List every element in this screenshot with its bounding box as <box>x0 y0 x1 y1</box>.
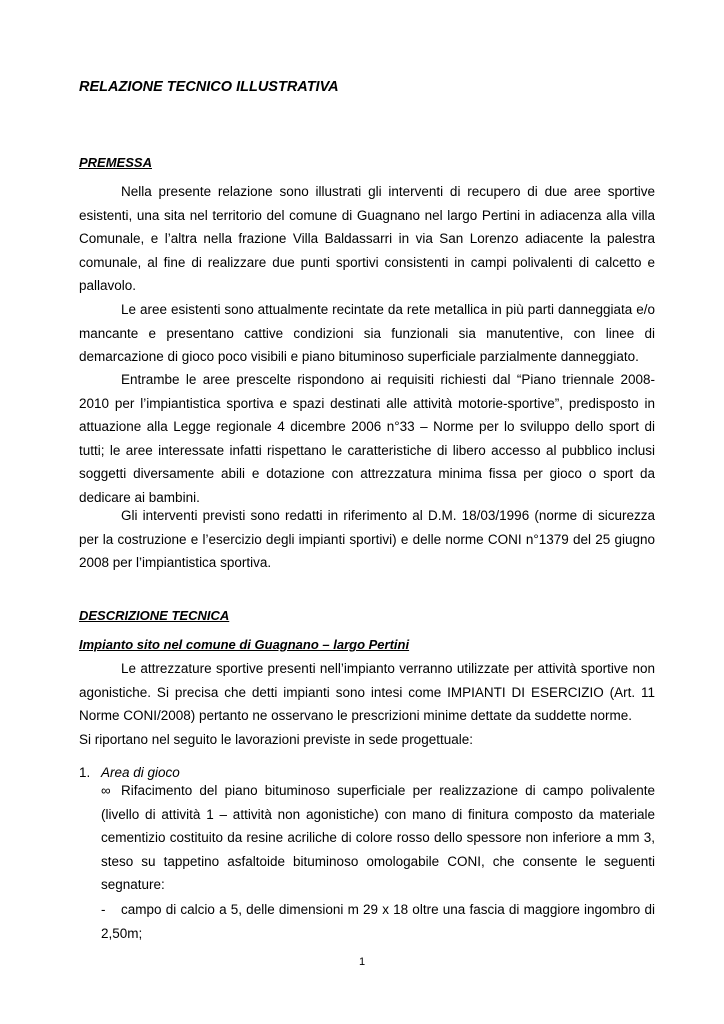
dash-item <box>101 898 655 945</box>
descrizione-paragraph-1: Le attrezzature sportive presenti nell’impianto verranno utilizzate per attività sportive non agonistiche. Si precisa che detti impianti sono intesi come IMPIANTI DI ESERCIZIO (Art. 11 Norme CONI/2008) pertanto ne osservano le prescrizioni minime dettate da suddette norme. <box>79 661 655 724</box>
bullet-text: Rifacimento del piano bituminoso superficiale per realizzazione di campo polivalente (livello di attività 1 – attività non agonistiche) con mano di finitura composto da materiale cementizio costituito da resine acriliche di colore rosso dello spessore non inferiore a mm 3, steso su tappetino asfaltoide bituminoso omologabile CONI, che consente le seguenti segnature: <box>101 783 655 893</box>
dash-text: campo di calcio a 5, delle dimensioni m 29 x 18 oltre una fascia di maggiore ingombro di 2,50m; <box>101 902 655 941</box>
descrizione-paragraph-2: Si riportano nel seguito le lavorazioni previste in sede progettuale: <box>79 732 473 747</box>
premessa-heading: PREMESSA <box>79 155 152 170</box>
document-title: RELAZIONE TECNICO ILLUSTRATIVA <box>79 79 339 95</box>
premessa-paragraph-2: Le aree esistenti sono attualmente recintate da rete metallica in più parti danneggiata e/o mancante e presentano cattive condizioni sia funzionali sia manutentive, con linee di demarcazione di gioco poco visibili e piano bituminoso superficiale parzialmente danneggiato. <box>79 302 655 365</box>
impianto-subheading: Impianto sito nel comune di Guagnano – largo Pertini <box>79 637 410 652</box>
page-number: 1 <box>358 956 366 968</box>
dash-bullet-icon: - <box>101 902 106 917</box>
list-label: Area di gioco <box>101 765 180 780</box>
premessa-paragraph-4: Gli interventi previsti sono redatti in riferimento al D.M. 18/03/1996 (norme di sicurezza per la costruzione e l’esercizio degli impianti sportivi) e delle norme CONI n°1379 del 25 giugno 2008 per l’impiantistica sportiva. <box>79 508 655 571</box>
premessa-paragraph-1: Nella presente relazione sono illustrati gli interventi di recupero di due aree sportive esistenti, una sita nel territorio del comune di Guagnano nel largo Pertini in adiacenza alla villa Comunale, e l’altra nella frazione Villa Baldassarri in via San Lorenzo adiacente la palestra comunale, al fine di realizzare due punti sportivi consistenti in campi polivalenti di calcetto e pallavolo. <box>79 184 655 294</box>
list-number: 1. <box>79 765 91 780</box>
bullet-item <box>101 779 655 897</box>
premessa-paragraph-3: Entrambe le aree prescelte rispondono ai requisiti richiesti dal “Piano triennale 2008-2010 per l’impiantistica sportiva e spazi destinati alle attività motorie-sportive”, predisposto in attuazione alla Legge regionale 4 dicembre 2006 n°33 – Norme per lo sviluppo dello sport di tutti; le aree interessate infatti rispettano le caratteristiche di libero accesso al pubblico inclusi soggetti diversamente abili e dotazione con attrezzatura minima fissa per gioco o sport da dedicare ai bambini. <box>79 372 655 505</box>
infinity-bullet-icon: ∞ <box>101 783 111 798</box>
descrizione-heading: DESCRIZIONE TECNICA <box>79 608 230 623</box>
